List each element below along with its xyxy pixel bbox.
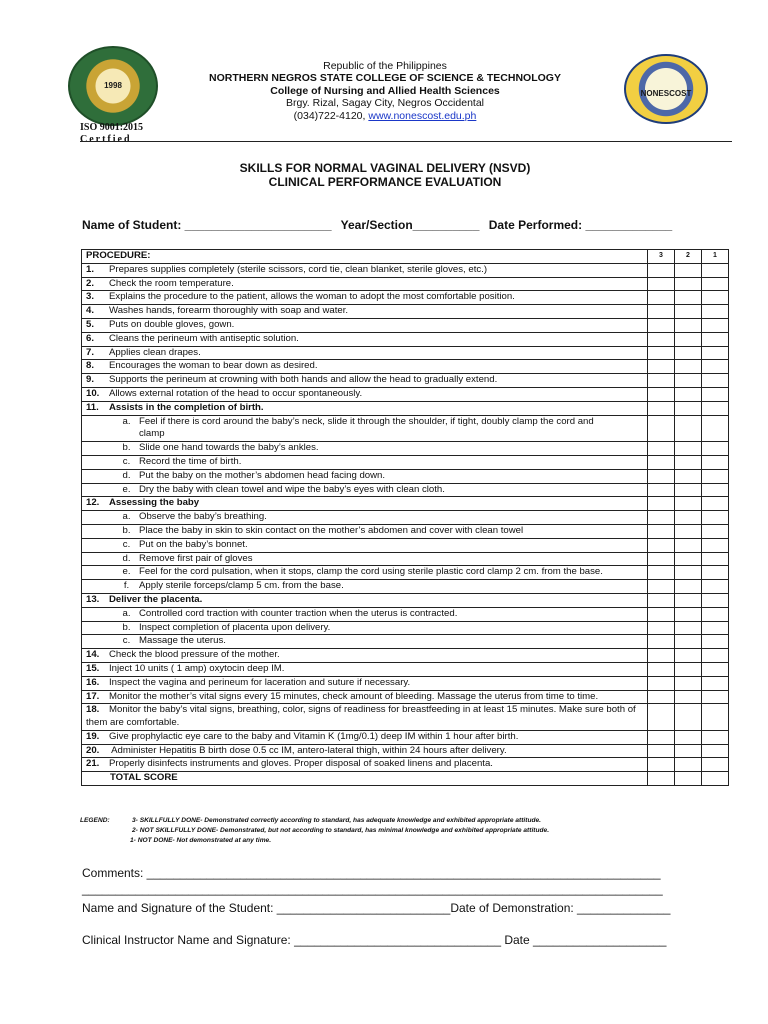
substep-text: Feel if there is cord around the baby’s neck, slide it through the shoulder, if tight, doubly clamp the cord and clamp [139, 415, 594, 440]
score-cell-2[interactable] [675, 758, 702, 772]
score-cell-3[interactable] [648, 277, 675, 291]
student-info-line [82, 218, 678, 232]
score-cell-1[interactable] [702, 580, 729, 594]
step-number: 18. [86, 704, 100, 716]
score-cell-3[interactable] [648, 442, 675, 456]
score-cell-3[interactable] [648, 635, 675, 649]
step-text: Supports the perineum at crowning with both hands and allow the head to gradually extend. [109, 374, 498, 386]
score-cell-1[interactable] [702, 374, 729, 388]
table-row [82, 387, 729, 401]
procedure-header: PROCEDURE: [82, 250, 648, 264]
college-name: College of Nursing and Allied Health Sciences [270, 84, 500, 97]
procedure-cell [82, 704, 648, 731]
score-cell-1[interactable] [702, 538, 729, 552]
step-number: 5. [86, 318, 95, 330]
seal-left-year: 1998 [104, 81, 122, 90]
step-number: 21. [86, 758, 100, 770]
score-cell-1[interactable] [702, 332, 729, 346]
table-row [82, 483, 729, 497]
step-number: 10. [86, 387, 100, 399]
score-cell-2[interactable] [675, 318, 702, 332]
step-text: Deliver the placenta. [109, 593, 203, 605]
step-number: 6. [86, 332, 95, 344]
substep-text: Feel for the cord pulsation, when it stops, clamp the cord using sterile plastic cord clamp 2 cm. from the base. [139, 566, 603, 578]
score-cell-1[interactable] [702, 469, 729, 483]
score-cell-2[interactable] [675, 744, 702, 758]
iso-number: ISO 9001:2015 [80, 122, 144, 133]
step-number: 19. [86, 730, 100, 742]
score-cell-2[interactable] [675, 291, 702, 305]
procedure-table [81, 249, 729, 786]
legend-not-skillfully-done: 2- NOT SKILLFULLY DONE- Demonstrated, but not according to standard, has minimal knowledge and exhibited appropriate attitude. [132, 827, 550, 834]
date-performed-field[interactable]: Date Performed: _____________ [488, 218, 673, 232]
score-col-3: 3 [648, 250, 675, 264]
procedure-cell [82, 360, 648, 374]
legend-label: LEGEND: [80, 817, 110, 824]
substep-letter: b. [122, 621, 131, 633]
score-cell-3[interactable] [648, 524, 675, 538]
score-cell-3[interactable] [648, 469, 675, 483]
procedure-cell [82, 566, 648, 580]
table-row [82, 580, 729, 594]
score-cell-2[interactable] [675, 511, 702, 525]
score-cell-1[interactable] [702, 291, 729, 305]
procedure-cell [82, 593, 648, 607]
procedure-cell [82, 374, 648, 388]
substep-letter: c. [122, 635, 131, 647]
step-text: Give prophylactic eye care to the baby and Vitamin K (1mg/0.1) deep IM within 1 hour after birth. [109, 730, 519, 742]
score-cell-2[interactable] [675, 483, 702, 497]
substep-text: Record the time of birth. [139, 455, 242, 467]
procedure-cell [82, 497, 648, 511]
table-row [82, 704, 729, 731]
table-row [82, 552, 729, 566]
procedure-cell [82, 305, 648, 319]
step-number: 17. [86, 690, 100, 702]
score-cell-1[interactable] [702, 744, 729, 758]
procedure-cell [82, 346, 648, 360]
table-row [82, 593, 729, 607]
header-divider [80, 141, 732, 142]
substep-letter: d. [122, 469, 131, 481]
substep-text: Massage the uterus. [139, 635, 226, 647]
procedure-cell [82, 676, 648, 690]
score-cell-3[interactable] [648, 346, 675, 360]
score-cell-1[interactable] [702, 635, 729, 649]
score-cell-1[interactable] [702, 455, 729, 469]
score-cell-2[interactable] [675, 524, 702, 538]
table-row [82, 566, 729, 580]
procedure-cell [82, 607, 648, 621]
total-score-cell-2[interactable] [675, 772, 702, 786]
score-cell-3[interactable] [648, 511, 675, 525]
score-cell-2[interactable] [675, 704, 702, 731]
score-cell-1[interactable] [702, 442, 729, 456]
score-cell-3[interactable] [648, 552, 675, 566]
score-cell-3[interactable] [648, 387, 675, 401]
score-cell-1[interactable] [702, 360, 729, 374]
total-score-label: TOTAL SCORE [82, 772, 648, 786]
step-number: 4. [86, 305, 95, 317]
table-row [82, 277, 729, 291]
score-cell-2[interactable] [675, 415, 702, 442]
title-line-1: SKILLS FOR NORMAL VAGINAL DELIVERY (NSVD) [239, 161, 531, 175]
step-number: 13. [86, 593, 100, 605]
score-cell-3[interactable] [648, 332, 675, 346]
step-number: 15. [86, 662, 100, 674]
score-cell-3[interactable] [648, 401, 675, 415]
step-text: Check the room temperature. [109, 277, 234, 289]
table-row [82, 676, 729, 690]
score-cell-2[interactable] [675, 635, 702, 649]
procedure-cell [82, 744, 648, 758]
score-cell-2[interactable] [675, 580, 702, 594]
table-row [82, 318, 729, 332]
legend-row-3 [80, 816, 730, 826]
score-cell-3[interactable] [648, 730, 675, 744]
step-text: Monitor the baby’s vital signs, breathing, color, signs of readiness for breastfeeding in at least 15 minutes. Make sure both of them are comfortable. [86, 704, 636, 729]
score-cell-2[interactable] [675, 538, 702, 552]
total-score-cell-3[interactable] [648, 772, 675, 786]
score-cell-3[interactable] [648, 676, 675, 690]
step-number: 11. [86, 401, 99, 413]
table-row [82, 511, 729, 525]
score-cell-1[interactable] [702, 318, 729, 332]
score-cell-2[interactable] [675, 566, 702, 580]
procedure-cell [82, 387, 648, 401]
score-cell-1[interactable] [702, 483, 729, 497]
procedure-cell [82, 552, 648, 566]
phone: (034)722-4120, [293, 109, 369, 122]
table-header-row [82, 250, 729, 264]
score-cell-3[interactable] [648, 758, 675, 772]
score-cell-1[interactable] [702, 566, 729, 580]
step-number: 12. [86, 497, 100, 509]
score-cell-1[interactable] [702, 511, 729, 525]
score-cell-3[interactable] [648, 305, 675, 319]
table-row [82, 442, 729, 456]
step-text: Monitor the mother’s vital signs every 15 minutes, check amount of bleeding. Massage the uterus from time to time. [109, 690, 599, 702]
title-line-2: CLINICAL PERFORMANCE EVALUATION [268, 175, 502, 189]
letterhead [120, 60, 650, 122]
legend-skillfully-done: 3- SKILLFULLY DONE- Demonstrated correctly according to standard, has adequate knowledge and exhibited appropriate attitude. [132, 817, 542, 824]
score-cell-3[interactable] [648, 263, 675, 277]
step-number: 7. [86, 346, 95, 358]
score-cell-3[interactable] [648, 455, 675, 469]
score-cell-1[interactable] [702, 593, 729, 607]
substep-letter: c. [122, 455, 131, 467]
address: Brgy. Rizal, Sagay City, Negros Occidental [285, 97, 485, 110]
table-row [82, 649, 729, 663]
website-link[interactable]: www.nonescost.edu.ph [368, 109, 477, 122]
year-section-field[interactable]: Year/Section__________ [340, 218, 480, 232]
step-text: Cleans the perineum with antiseptic solution. [109, 332, 299, 344]
seal-right-text: NONESCOST [640, 89, 692, 98]
score-cell-3[interactable] [648, 580, 675, 594]
procedure-cell [82, 483, 648, 497]
score-cell-3[interactable] [648, 566, 675, 580]
procedure-cell [82, 332, 648, 346]
score-cell-3[interactable] [648, 374, 675, 388]
score-cell-1[interactable] [702, 662, 729, 676]
score-cell-1[interactable] [702, 607, 729, 621]
score-cell-3[interactable] [648, 662, 675, 676]
score-cell-2[interactable] [675, 387, 702, 401]
table-row [82, 374, 729, 388]
table-row [82, 635, 729, 649]
step-number: 20. [86, 744, 100, 756]
instructor-signature-field[interactable]: Clinical Instructor Name and Signature: _______________________________ Date ____________________ [82, 933, 667, 947]
score-cell-1[interactable] [702, 758, 729, 772]
score-cell-2[interactable] [675, 662, 702, 676]
score-cell-3[interactable] [648, 744, 675, 758]
step-text: Assists in the completion of birth. [109, 401, 264, 413]
step-number: 14. [86, 649, 100, 661]
score-cell-2[interactable] [675, 676, 702, 690]
table-row [82, 263, 729, 277]
table-row [82, 455, 729, 469]
step-text: Inspect the vagina and perineum for laceration and suture if necessary. [109, 676, 411, 688]
score-cell-2[interactable] [675, 469, 702, 483]
score-cell-2[interactable] [675, 360, 702, 374]
table-row [82, 690, 729, 704]
table-row [82, 332, 729, 346]
substep-letter: a. [122, 511, 131, 523]
substep-text: Put the baby on the mother’s abdomen head facing down. [139, 469, 386, 481]
step-number: 3. [86, 291, 95, 303]
score-cell-1[interactable] [702, 305, 729, 319]
iso-certified: Certfied [80, 134, 132, 145]
step-text: Allows external rotation of the head to occur spontaneously. [109, 387, 363, 399]
score-cell-2[interactable] [675, 277, 702, 291]
score-cell-3[interactable] [648, 360, 675, 374]
score-cell-3[interactable] [648, 690, 675, 704]
procedure-cell [82, 730, 648, 744]
procedure-cell [82, 401, 648, 415]
score-cell-2[interactable] [675, 730, 702, 744]
substep-letter: a. [122, 607, 131, 619]
score-cell-3[interactable] [648, 538, 675, 552]
procedure-cell [82, 580, 648, 594]
step-number: 16. [86, 676, 100, 688]
step-text: Properly disinfects instruments and gloves. Proper disposal of soaked linens and placenta. [109, 758, 493, 770]
score-cell-1[interactable] [702, 730, 729, 744]
substep-letter: c. [122, 538, 131, 550]
score-cell-2[interactable] [675, 442, 702, 456]
student-signature-field[interactable]: Name and Signature of the Student: __________________________Date of Demonstration: ______________ [82, 901, 671, 915]
score-cell-2[interactable] [675, 649, 702, 663]
procedure-cell [82, 511, 648, 525]
step-text: Explains the procedure to the patient, allows the woman to adopt the most comfortable position. [109, 291, 515, 303]
step-number: 9. [86, 374, 95, 386]
procedure-cell [82, 318, 648, 332]
step-text: Washes hands, forearm thoroughly with soap and water. [109, 305, 349, 317]
step-text: Puts on double gloves, gown. [109, 318, 235, 330]
score-cell-2[interactable] [675, 593, 702, 607]
table-row [82, 469, 729, 483]
score-cell-3[interactable] [648, 704, 675, 731]
substep-letter: b. [122, 442, 131, 454]
table-row [82, 291, 729, 305]
procedure-cell [82, 649, 648, 663]
score-cell-1[interactable] [702, 497, 729, 511]
comments-field[interactable]: Comments: _____________________________________________________________________________ [82, 866, 661, 880]
substep-letter: b. [122, 524, 131, 536]
score-cell-2[interactable] [675, 497, 702, 511]
score-cell-1[interactable] [702, 649, 729, 663]
procedure-cell [82, 415, 648, 442]
score-cell-1[interactable] [702, 690, 729, 704]
substep-text: Slide one hand towards the baby’s ankles. [139, 442, 319, 454]
substep-text: Inspect completion of placenta upon delivery. [139, 621, 331, 633]
procedure-cell [82, 662, 648, 676]
table-row [82, 662, 729, 676]
legend [80, 816, 730, 846]
step-text: Assessing the baby [109, 497, 200, 509]
score-col-2: 2 [675, 250, 702, 264]
procedure-cell [82, 538, 648, 552]
score-cell-2[interactable] [675, 374, 702, 388]
score-cell-2[interactable] [675, 621, 702, 635]
score-cell-3[interactable] [648, 649, 675, 663]
score-cell-2[interactable] [675, 455, 702, 469]
score-cell-2[interactable] [675, 332, 702, 346]
score-cell-3[interactable] [648, 483, 675, 497]
step-text: Inject 10 units ( 1 amp) oxytocin deep IM. [109, 662, 285, 674]
table-row [82, 538, 729, 552]
legend-not-done: 1- NOT DONE- Not demonstrated at any time. [130, 837, 272, 844]
score-cell-3[interactable] [648, 291, 675, 305]
score-cell-1[interactable] [702, 277, 729, 291]
table-row [82, 346, 729, 360]
table-row [82, 730, 729, 744]
step-number: 1. [86, 263, 95, 275]
step-number: 8. [86, 360, 95, 372]
iso-certification [80, 122, 143, 146]
score-cell-1[interactable] [702, 401, 729, 415]
substep-text: Remove first pair of gloves [139, 552, 253, 564]
step-text: Prepares supplies completely (sterile scissors, cord tie, clean blanket, sterile gloves, etc.) [109, 263, 488, 275]
score-cell-2[interactable] [675, 263, 702, 277]
procedure-cell [82, 442, 648, 456]
score-cell-3[interactable] [648, 497, 675, 511]
score-cell-3[interactable] [648, 621, 675, 635]
score-cell-3[interactable] [648, 415, 675, 442]
step-text: Encourages the woman to bear down as desired. [109, 360, 318, 372]
score-cell-1[interactable] [702, 263, 729, 277]
step-text: Administer Hepatitis B birth dose 0.5 cc IM, antero-lateral thigh, within 24 hours after delivery. [109, 744, 507, 756]
table-row [82, 497, 729, 511]
procedure-cell [82, 690, 648, 704]
table-row [82, 305, 729, 319]
score-cell-2[interactable] [675, 305, 702, 319]
table-row [82, 607, 729, 621]
step-text: Check the blood pressure of the mother. [109, 649, 280, 661]
table-row [82, 744, 729, 758]
form-title [80, 161, 690, 189]
score-cell-2[interactable] [675, 690, 702, 704]
score-col-1: 1 [702, 250, 729, 264]
table-row [82, 401, 729, 415]
student-name-field[interactable]: Name of Student: ______________________ [82, 218, 332, 232]
substep-letter: f. [123, 580, 130, 592]
procedure-cell [82, 455, 648, 469]
procedure-cell [82, 263, 648, 277]
score-cell-3[interactable] [648, 318, 675, 332]
procedure-cell [82, 635, 648, 649]
score-cell-3[interactable] [648, 593, 675, 607]
procedure-cell [82, 291, 648, 305]
score-cell-1[interactable] [702, 387, 729, 401]
table-row [82, 524, 729, 538]
substep-text: Apply sterile forceps/clamp 5 cm. from the base. [139, 580, 344, 592]
substep-letter: a. [122, 415, 131, 427]
table-row [82, 360, 729, 374]
procedure-cell [82, 524, 648, 538]
substep-text: Place the baby in skin to skin contact on the mother’s abdomen and cover with clean towel [139, 524, 524, 536]
score-cell-1[interactable] [702, 676, 729, 690]
table-row [82, 415, 729, 442]
substep-letter: e. [122, 566, 131, 578]
total-score-cell-1[interactable] [702, 772, 729, 786]
score-cell-1[interactable] [702, 415, 729, 442]
comments-line-2[interactable]: _______________________________________________________________________________________ [82, 882, 663, 896]
contact-line [120, 110, 650, 122]
score-cell-2[interactable] [675, 401, 702, 415]
score-cell-1[interactable] [702, 621, 729, 635]
table-row [82, 758, 729, 772]
score-cell-1[interactable] [702, 704, 729, 731]
score-cell-2[interactable] [675, 552, 702, 566]
substep-text: Dry the baby with clean towel and wipe the baby’s eyes with clean cloth. [139, 483, 445, 495]
procedure-cell [82, 758, 648, 772]
table-row [82, 621, 729, 635]
score-cell-1[interactable] [702, 524, 729, 538]
score-cell-1[interactable] [702, 552, 729, 566]
substep-letter: d. [122, 552, 131, 564]
score-cell-3[interactable] [648, 607, 675, 621]
substep-text: Observe the baby’s breathing. [139, 511, 267, 523]
total-score-row [82, 772, 729, 786]
procedure-cell [82, 621, 648, 635]
score-cell-2[interactable] [675, 346, 702, 360]
step-text: Applies clean drapes. [109, 346, 201, 358]
procedure-cell [82, 277, 648, 291]
step-number: 2. [86, 277, 95, 289]
substep-letter: e. [122, 483, 131, 495]
substep-text: Controlled cord traction with counter traction when the uterus is contracted. [139, 607, 458, 619]
score-cell-1[interactable] [702, 346, 729, 360]
score-cell-2[interactable] [675, 607, 702, 621]
substep-text: Put on the baby’s bonnet. [139, 538, 248, 550]
school-name: NORTHERN NEGROS STATE COLLEGE OF SCIENCE & TECHNOLOGY [209, 72, 561, 85]
procedure-cell [82, 469, 648, 483]
republic-line: Republic of the Philippines [323, 60, 447, 72]
